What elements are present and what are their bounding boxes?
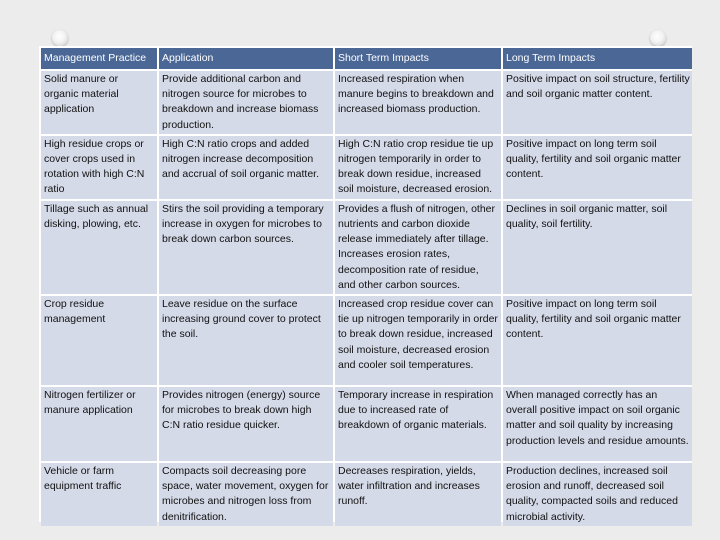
table-row [41,201,692,294]
cell-practice: Vehicle or farm equipment traffic [41,463,157,526]
cell-short-term: Increased respiration when manure begins to breakdown and increased biomass production. [335,71,501,134]
cell-application: Compacts soil decreasing pore space, water movement, oxygen for microbes and nitrogen loss from denitrification. [159,463,333,526]
header-long-term-impacts: Long Term Impacts [503,48,692,69]
cell-practice: Nitrogen fertilizer or manure application [41,387,157,461]
table-row [41,136,692,199]
cell-practice: Solid manure or organic material application [41,71,157,134]
header-application: Application [159,48,333,69]
header-management-practice: Management Practice [41,48,157,69]
cell-application: Provide additional carbon and nitrogen source for microbes to breakdown and increase biomass production. [159,71,333,134]
cell-long-term: When managed correctly has an overall positive impact on soil organic matter and soil quality by increasing production levels and residue amounts. [503,387,692,461]
cell-long-term: Positive impact on long term soil quality, fertility and soil organic matter content. [503,296,692,385]
cell-practice: Crop residue management [41,296,157,385]
header-short-term-impacts: Short Term Impacts [335,48,501,69]
cell-short-term: Decreases respiration, yields, water infiltration and increases runoff. [335,463,501,526]
cell-long-term: Positive impact on soil structure, fertility and soil organic matter content. [503,71,692,134]
cell-short-term: Temporary increase in respiration due to increased rate of breakdown of organic materials. [335,387,501,461]
cell-short-term: Increased crop residue cover can tie up nitrogen temporarily in order to break down residue, increased soil moisture, decreased erosion and cooler soil temperatures. [335,296,501,385]
table-header-row [41,48,692,69]
table-row [41,463,692,526]
cell-long-term: Positive impact on long term soil quality, fertility and soil organic matter content. [503,136,692,199]
cell-long-term: Production declines, increased soil erosion and runoff, decreased soil quality, compacted soils and reduced microbial activity. [503,463,692,526]
management-table-container [39,46,692,522]
cell-application: High C:N ratio crops and added nitrogen increase decomposition and accrual of soil organic matter. [159,136,333,199]
binder-ring-left [52,30,68,46]
cell-long-term: Declines in soil organic matter, soil quality, soil fertility. [503,201,692,294]
management-practices-table [39,46,694,528]
cell-short-term: High C:N ratio crop residue tie up nitrogen temporarily in order to break down residue, increased soil moisture, decreased erosion. [335,136,501,199]
cell-short-term: Provides a flush of nitrogen, other nutrients and carbon dioxide release immediately after tillage. Increases erosion rates, decomposition rate of residue, and other carbon sources. [335,201,501,294]
cell-application: Stirs the soil providing a temporary increase in oxygen for microbes to break down carbon sources. [159,201,333,294]
table-row [41,71,692,134]
cell-application: Provides nitrogen (energy) source for microbes to break down high C:N ratio residue quicker. [159,387,333,461]
table-row [41,296,692,385]
cell-practice: Tillage such as annual disking, plowing, etc. [41,201,157,294]
cell-practice: High residue crops or cover crops used in rotation with high C:N ratio [41,136,157,199]
cell-application: Leave residue on the surface increasing ground cover to protect the soil. [159,296,333,385]
table-row [41,387,692,461]
binder-ring-right [650,30,666,46]
